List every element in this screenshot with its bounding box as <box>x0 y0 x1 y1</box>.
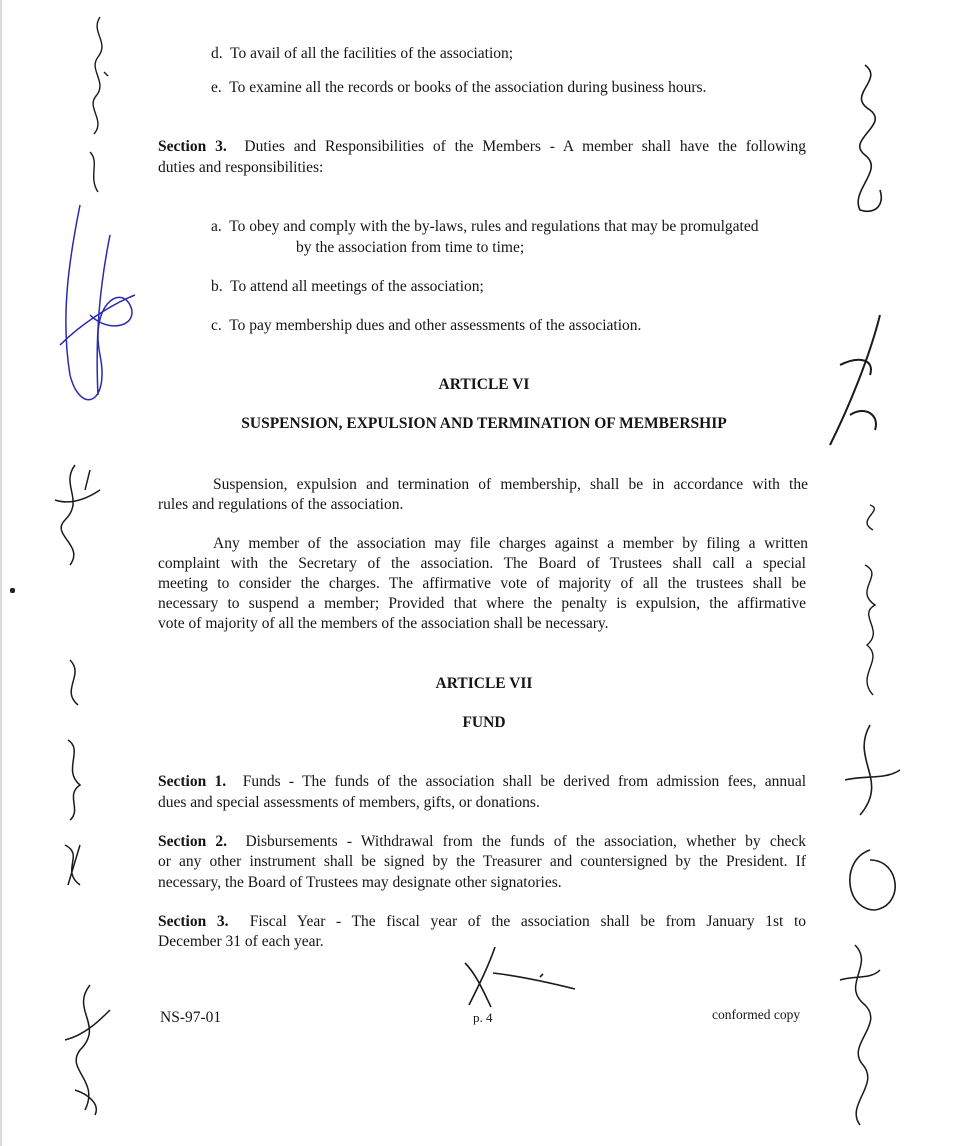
section-text: Fiscal Year - The fiscal year of the association shall be from January 1st to <box>249 913 806 930</box>
section-text: Duties and Responsibilities of the Members - A member shall have the following <box>244 138 807 155</box>
duty-item-c <box>211 316 641 336</box>
list-text: To pay membership dues and other assessments of the association. <box>229 317 642 334</box>
list-text: To examine all the records or books of the association during business hours. <box>229 79 707 96</box>
list-text: To avail of all the facilities of the association; <box>230 45 514 62</box>
article6-heading: ARTICLE VI <box>438 376 530 393</box>
scan-edge <box>0 0 2 1146</box>
signature-left-lower <box>50 650 100 900</box>
signature-left-top <box>80 12 120 212</box>
fund-section1-line1 <box>158 772 806 792</box>
signature-left-middle <box>45 460 105 570</box>
document-code: NS-97-01 <box>160 1009 222 1026</box>
section-label: Section 1. <box>158 773 227 790</box>
section3-duties-line2: duties and responsibilities: <box>158 159 324 176</box>
article6-title: SUSPENSION, EXPULSION AND TERMINATION OF MEMBERSHIP <box>241 415 727 432</box>
section3-duties-line1 <box>158 137 806 157</box>
article6-p1-line2: rules and regulations of the association. <box>158 496 404 513</box>
fund-section3-line2: December 31 of each year. <box>158 933 324 950</box>
article7-title: FUND <box>462 714 506 731</box>
signature-right-fourth <box>830 720 910 920</box>
list-marker: a. <box>211 218 222 235</box>
fund-section1-line2: dues and special assessments of members, gifts, or donations. <box>158 794 540 811</box>
article6-p2-line4: necessary to suspend a member; Provided that where the penalty is expulsion, the affirmative <box>158 595 806 612</box>
section-text: Funds - The funds of the association shall be derived from admission fees, annual <box>242 773 807 790</box>
fund-section2-line3: necessary, the Board of Trustees may designate other signatories. <box>158 874 562 891</box>
page-number: p. 4 <box>473 1010 493 1025</box>
list-item-d <box>211 44 513 64</box>
duty-item-a <box>211 217 758 237</box>
fund-section3-line1 <box>158 912 806 932</box>
list-text: To obey and comply with the by-laws, rules and regulations that may be promulgated <box>229 218 759 235</box>
article6-p2-line1: Any member of the association may file charges against a member by filing a written <box>213 535 808 552</box>
section-label: Section 3. <box>158 138 227 155</box>
list-marker: c. <box>211 317 222 334</box>
conformed-copy-note: conformed copy <box>712 1007 801 1022</box>
section-label: Section 2. <box>158 833 228 850</box>
duty-item-a-line2: by the association from time to time; <box>296 239 525 256</box>
article6-p1-line1: Suspension, expulsion and termination of membership, shall be in accordance with the <box>213 476 808 493</box>
signature-right-second <box>820 305 890 455</box>
fund-section2-line2: or any other instrument shall be signed by the Treasurer and countersigned by the President. If <box>158 853 806 870</box>
article6-p2-line3: meeting to consider the charges. The affirmative vote of majority of all the trustees shall be <box>158 575 806 592</box>
duty-item-b <box>211 277 484 297</box>
article7-heading: ARTICLE VII <box>435 675 533 692</box>
article6-p2-line2: complaint with the Secretary of the association. The Board of Trustees shall call a special <box>158 555 806 572</box>
article6-p2-line5: vote of majority of all the members of the association shall be necessary. <box>158 615 609 632</box>
list-item-e <box>211 78 706 98</box>
signature-left-bottom <box>50 980 120 1120</box>
section-text: Disbursements - Withdrawal from the funds of the association, whether by check <box>245 833 807 850</box>
signature-right-bottom <box>825 940 895 1130</box>
signature-right-top <box>835 60 895 220</box>
list-text: To attend all meetings of the association; <box>230 278 484 295</box>
scan-speck <box>10 588 15 593</box>
list-marker: e. <box>211 79 222 96</box>
section-label: Section 3. <box>158 913 229 930</box>
signature-center <box>455 945 585 1015</box>
fund-section2-line1 <box>158 832 806 852</box>
signature-right-third <box>845 495 895 715</box>
list-marker: b. <box>211 278 223 295</box>
list-marker: d. <box>211 45 223 62</box>
signature-left-blue <box>40 195 150 425</box>
